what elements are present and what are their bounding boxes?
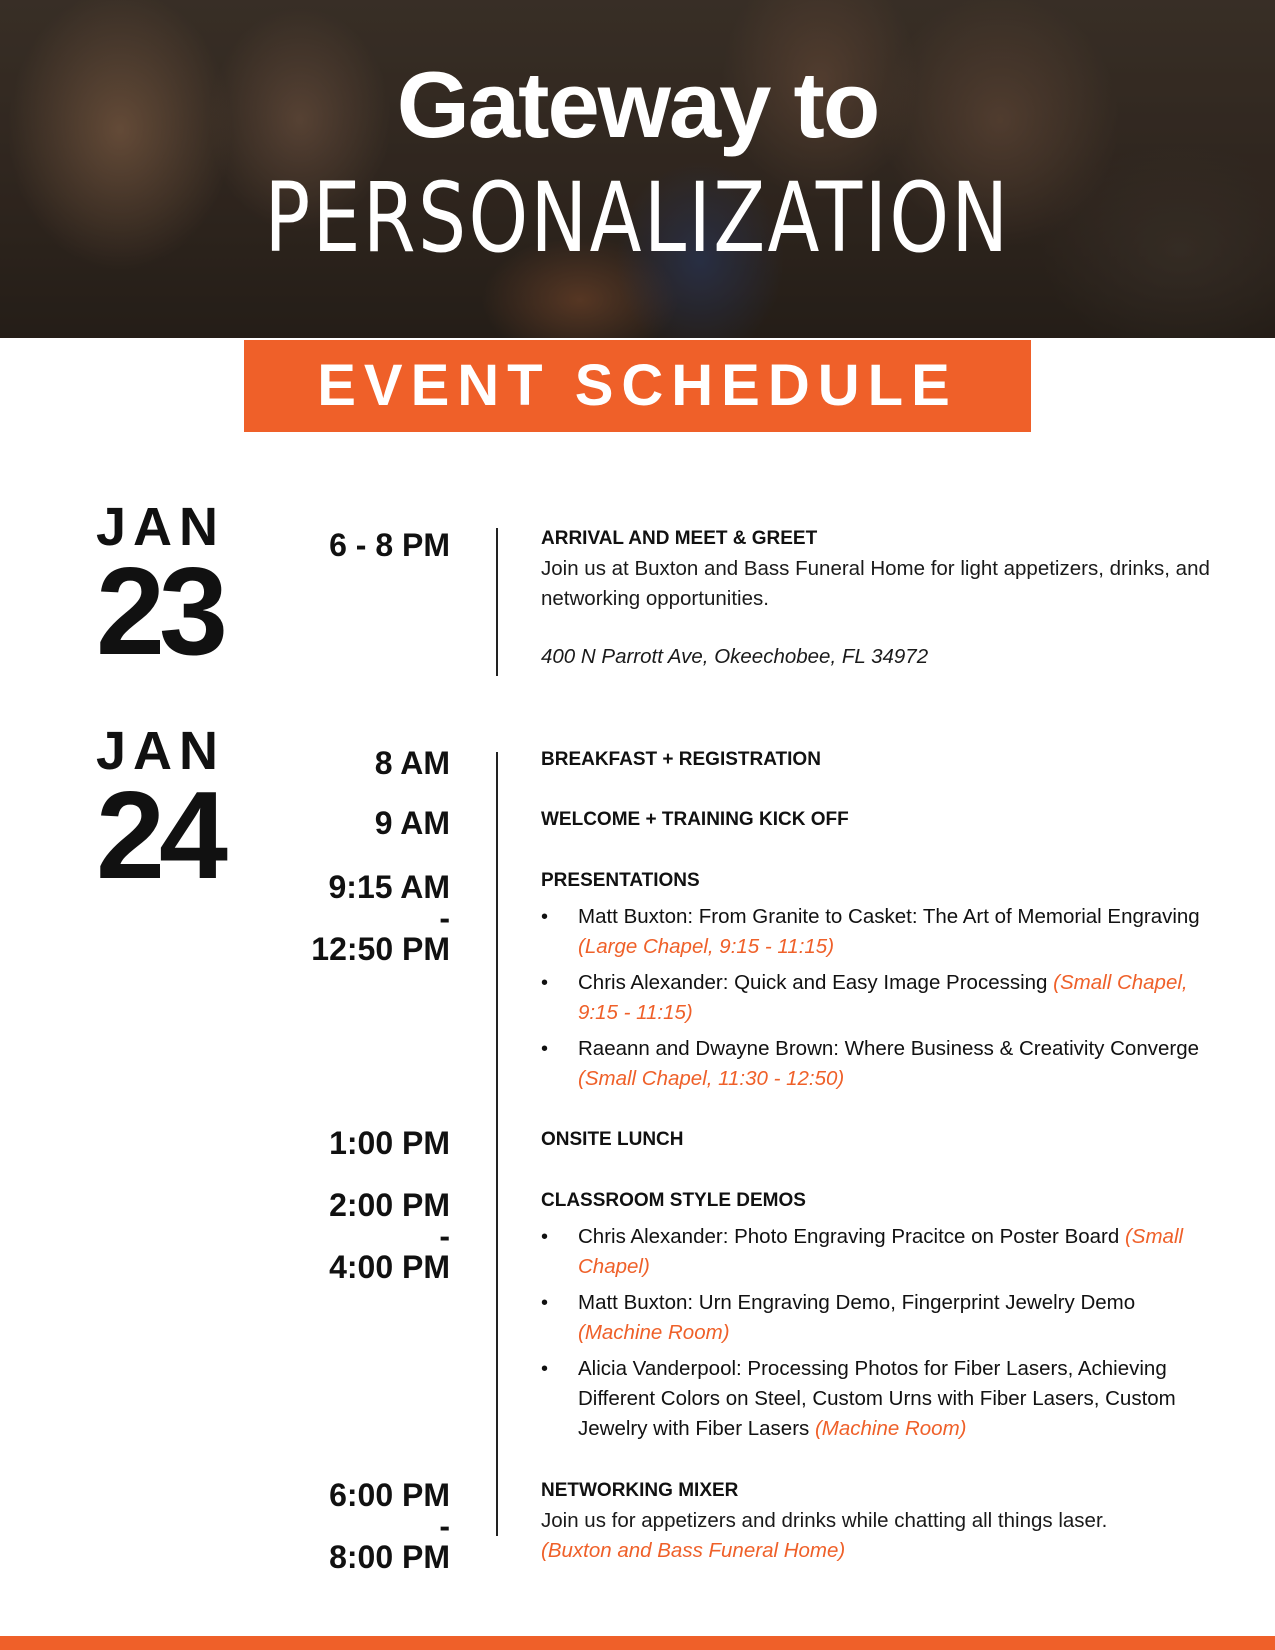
demo-list — [541, 1222, 1221, 1444]
date-day: 23 — [96, 543, 222, 681]
list-item: • Matt Buxton: Urn Engraving Demo, Fingerprint Jewelry Demo (Machine Room) — [541, 1288, 1221, 1348]
event-title: NETWORKING MIXER — [541, 1480, 739, 1501]
time-demos: 2:00 PM - 4:00 PM — [329, 1174, 450, 1298]
location-note: (Machine Room) — [814, 1417, 967, 1440]
event-breakfast — [541, 745, 1221, 775]
event-address: 400 N Parrott Ave, Okeechobee, FL 34972 — [541, 645, 929, 668]
location-note: (Small Chapel, 9:15 - 11:15) — [578, 971, 1188, 1024]
hero-title-line1: Gateway to — [396, 52, 879, 157]
event-presentations — [541, 866, 1221, 1100]
location-note: (Large Chapel, 9:15 - 11:15) — [578, 935, 835, 958]
list-item: • Raeann and Dwayne Brown: Where Business & Creativity Converge (Small Chapel, 11:30 - 12:50) — [541, 1034, 1221, 1094]
event-lunch — [541, 1125, 1221, 1155]
time-end: 12:50 PM — [311, 931, 450, 967]
location-note: (Buxton and Bass Funeral Home) — [541, 1539, 846, 1562]
list-item: • Alicia Vanderpool: Processing Photos for Fiber Lasers, Achieving Different Colors on Steel, Custom Urns with Fiber Lasers, Custom Jewelry with Fiber Lasers (Machine Room) — [541, 1354, 1221, 1444]
event-mixer — [541, 1476, 1221, 1566]
timeline-divider-day1 — [496, 528, 498, 676]
hero-photo-banner — [0, 0, 1275, 338]
time-mixer: 6:00 PM - 8:00 PM — [329, 1464, 450, 1588]
presentation-list — [541, 902, 1221, 1094]
event-welcome — [541, 805, 1221, 835]
event-schedule-banner: EVENT SCHEDULE — [244, 340, 1031, 432]
footer-accent-bar — [0, 1636, 1275, 1650]
event-description: Join us for appetizers and drinks while chatting all things laser. — [541, 1509, 1108, 1532]
event-demos — [541, 1186, 1221, 1450]
event-title: ONSITE LUNCH — [541, 1129, 684, 1150]
date-jan-24 — [96, 721, 226, 905]
event-description: Join us at Buxton and Bass Funeral Home for light appetizers, drinks, and networking opportunities. — [541, 557, 1210, 610]
time-lunch: 1:00 PM — [329, 1125, 450, 1161]
timeline-divider-day2 — [496, 752, 498, 1536]
hero-title-line2: PERSONALIZATION — [264, 162, 1011, 274]
time-welcome: 9 AM — [374, 805, 450, 841]
list-item: • Matt Buxton: From Granite to Casket: The Art of Memorial Engraving (Large Chapel, 9:15 - 11:15) — [541, 902, 1221, 962]
list-item: • Chris Alexander: Photo Engraving Pracitce on Poster Board (Small Chapel) — [541, 1222, 1221, 1282]
location-note: (Small Chapel) — [578, 1225, 1184, 1278]
date-day: 24 — [96, 767, 222, 905]
time-arrival: 6 - 8 PM — [329, 527, 450, 563]
time-start: 6:00 PM — [329, 1477, 450, 1513]
event-title: WELCOME + TRAINING KICK OFF — [541, 809, 849, 830]
event-title: CLASSROOM STYLE DEMOS — [541, 1190, 806, 1211]
event-title: ARRIVAL AND MEET & GREET — [541, 528, 818, 549]
event-title: BREAKFAST + REGISTRATION — [541, 749, 821, 770]
time-end: 4:00 PM — [329, 1249, 450, 1285]
time-presentations: 9:15 AM - 12:50 PM — [311, 856, 450, 980]
date-jan-23 — [96, 497, 226, 681]
time-breakfast: 8 AM — [374, 745, 450, 781]
location-note: (Small Chapel, 11:30 - 12:50) — [578, 1067, 845, 1090]
event-title: PRESENTATIONS — [541, 870, 700, 891]
time-end: 8:00 PM — [329, 1539, 450, 1575]
time-start: 9:15 AM — [328, 869, 450, 905]
time-start: 2:00 PM — [329, 1187, 450, 1223]
date-month: JAN — [96, 497, 226, 557]
event-arrival — [541, 524, 1221, 672]
list-item: • Chris Alexander: Quick and Easy Image Processing (Small Chapel, 9:15 - 11:15) — [541, 968, 1221, 1028]
location-note: (Machine Room) — [578, 1321, 730, 1344]
date-month: JAN — [96, 721, 226, 781]
